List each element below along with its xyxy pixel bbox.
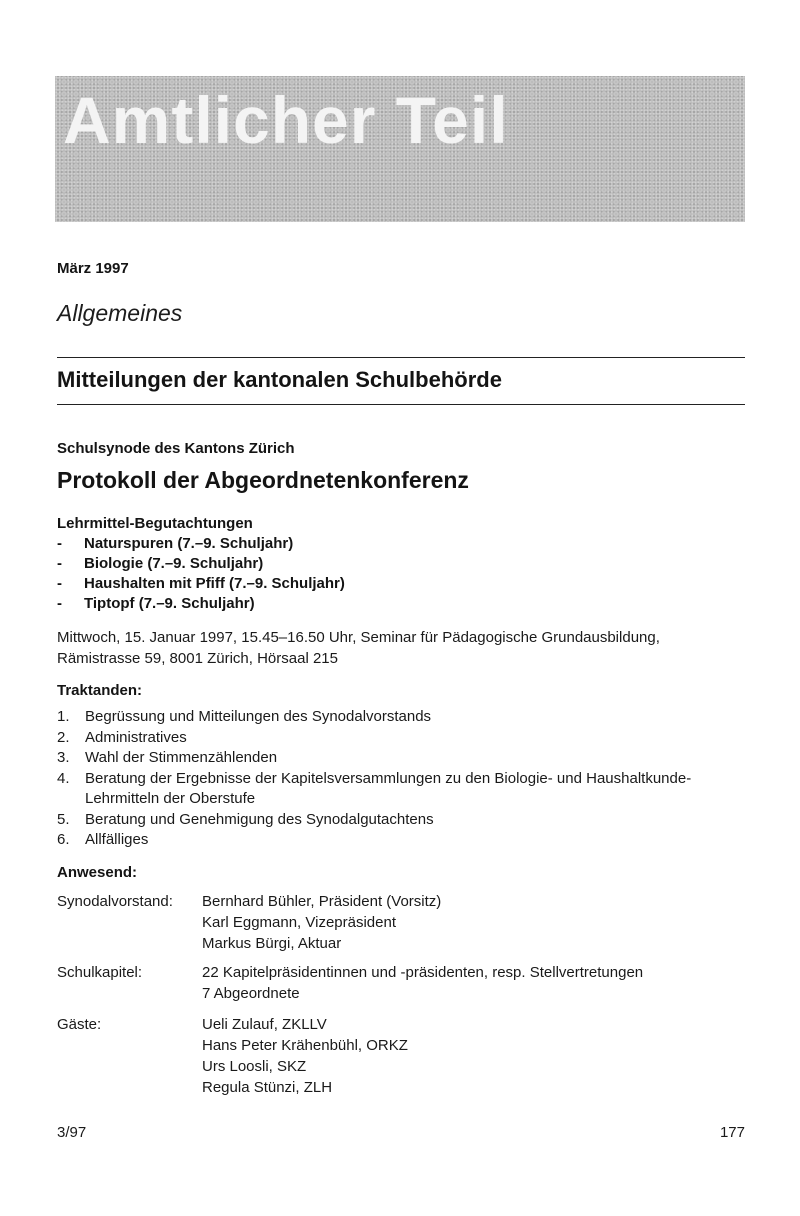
- agenda-item: [57, 810, 747, 831]
- agenda-item: [57, 748, 747, 769]
- issue-date: März 1997: [57, 260, 129, 277]
- evaluations-heading: Lehrmittel-Begutachtungen: [57, 515, 253, 532]
- agenda-item-text: Wahl der Stimmenzählenden: [85, 749, 278, 766]
- agenda-title: Traktanden:: [57, 682, 143, 699]
- bullet-dash: -: [57, 535, 62, 552]
- attendee: 7 Abgeordnete: [202, 985, 300, 1002]
- agenda-item-text: Beratung der Ergebnisse der Kapitelsversammlungen zu den Biologie- und Haushaltkunde-: [85, 769, 692, 787]
- agenda-item: [57, 769, 747, 810]
- evaluation-item: [57, 594, 345, 614]
- agenda-item-text-continued: Lehrmitteln der Oberstufe: [85, 790, 256, 807]
- bullet-dash: -: [57, 555, 62, 572]
- bullet-dash: -: [57, 575, 62, 592]
- evaluations-block: [57, 514, 345, 614]
- divider-bottom: [57, 404, 745, 405]
- category-heading: Allgemeines: [57, 300, 183, 326]
- attendee: Markus Bürgi, Aktuar: [202, 935, 342, 952]
- meeting-line: Rämistrasse 59, 8001 Zürich, Hörsaal 215: [57, 650, 338, 667]
- evaluation-item-label: Tiptopf (7.–9. Schuljahr): [84, 595, 255, 612]
- agenda-item-text: Allfälliges: [85, 831, 149, 848]
- section-title: Mitteilungen der kantonalen Schulbehörde: [57, 367, 502, 392]
- evaluation-item-label: Naturspuren (7.–9. Schuljahr): [84, 535, 294, 552]
- issue-number: 3/97: [57, 1124, 87, 1141]
- attendance-group-label: Schulkapitel:: [57, 964, 143, 981]
- agenda-item-number: 4.: [57, 769, 70, 787]
- attendee: Karl Eggmann, Vizepräsident: [202, 914, 397, 931]
- kicker: Schulsynode des Kantons Zürich: [57, 440, 295, 457]
- attendance-group-label: Gäste:: [57, 1016, 102, 1033]
- evaluation-item: [57, 574, 345, 594]
- agenda-item-number: 2.: [57, 728, 70, 746]
- page-number: 177: [719, 1124, 745, 1141]
- attendance-title: Anwesend:: [57, 864, 138, 881]
- evaluation-item-label: Biologie (7.–9. Schuljahr): [84, 555, 264, 572]
- agenda-item-number: 5.: [57, 810, 70, 828]
- evaluation-item: [57, 534, 345, 554]
- header-banner: [55, 76, 745, 222]
- agenda-item-text: Administratives: [85, 728, 187, 746]
- agenda-item: [57, 728, 747, 749]
- attendee: Regula Stünzi, ZLH: [202, 1079, 333, 1096]
- agenda-item: [57, 830, 747, 851]
- agenda-list: [57, 707, 747, 851]
- divider-top: [57, 357, 745, 358]
- agenda-item-number: 6.: [57, 831, 70, 848]
- attendee: Ueli Zulauf, ZKLLV: [202, 1016, 327, 1033]
- agenda-item-number: 1.: [57, 708, 70, 725]
- attendee: Hans Peter Krähenbühl, ORKZ: [202, 1037, 408, 1054]
- evaluation-item-label: Haushalten mit Pfiff (7.–9. Schuljahr): [84, 575, 345, 592]
- attendee: Urs Loosli, SKZ: [202, 1058, 307, 1075]
- attendance-group-members: [202, 891, 441, 954]
- attendee: Bernhard Bühler, Präsident (Vorsitz): [202, 893, 442, 910]
- agenda-item-number: 3.: [57, 749, 70, 766]
- agenda-item: [57, 707, 747, 728]
- agenda-item-text: Beratung und Genehmigung des Synodalgutachtens: [85, 810, 434, 828]
- evaluation-item: [57, 554, 345, 574]
- headline: Protokoll der Abgeordnetenkonferenz: [57, 467, 469, 493]
- meeting-details: [57, 627, 747, 669]
- meeting-line: Mittwoch, 15. Januar 1997, 15.45–16.50 Uhr, Seminar für Pädagogische Grundausbildung,: [57, 629, 660, 646]
- attendance-group-label: Synodalvorstand:: [57, 893, 173, 910]
- evaluations-list: [57, 534, 345, 614]
- attendee: 22 Kapitelpräsidentinnen und -präsidenten, resp. Stellvertretungen: [202, 964, 644, 981]
- attendance-group-members: [202, 1014, 408, 1098]
- agenda-item-text: Begrüssung und Mitteilungen des Synodalvorstands: [85, 708, 432, 725]
- bullet-dash: -: [57, 595, 62, 612]
- banner-title: Amtlicher Teil: [63, 83, 509, 157]
- attendance-group-members: [202, 962, 643, 1004]
